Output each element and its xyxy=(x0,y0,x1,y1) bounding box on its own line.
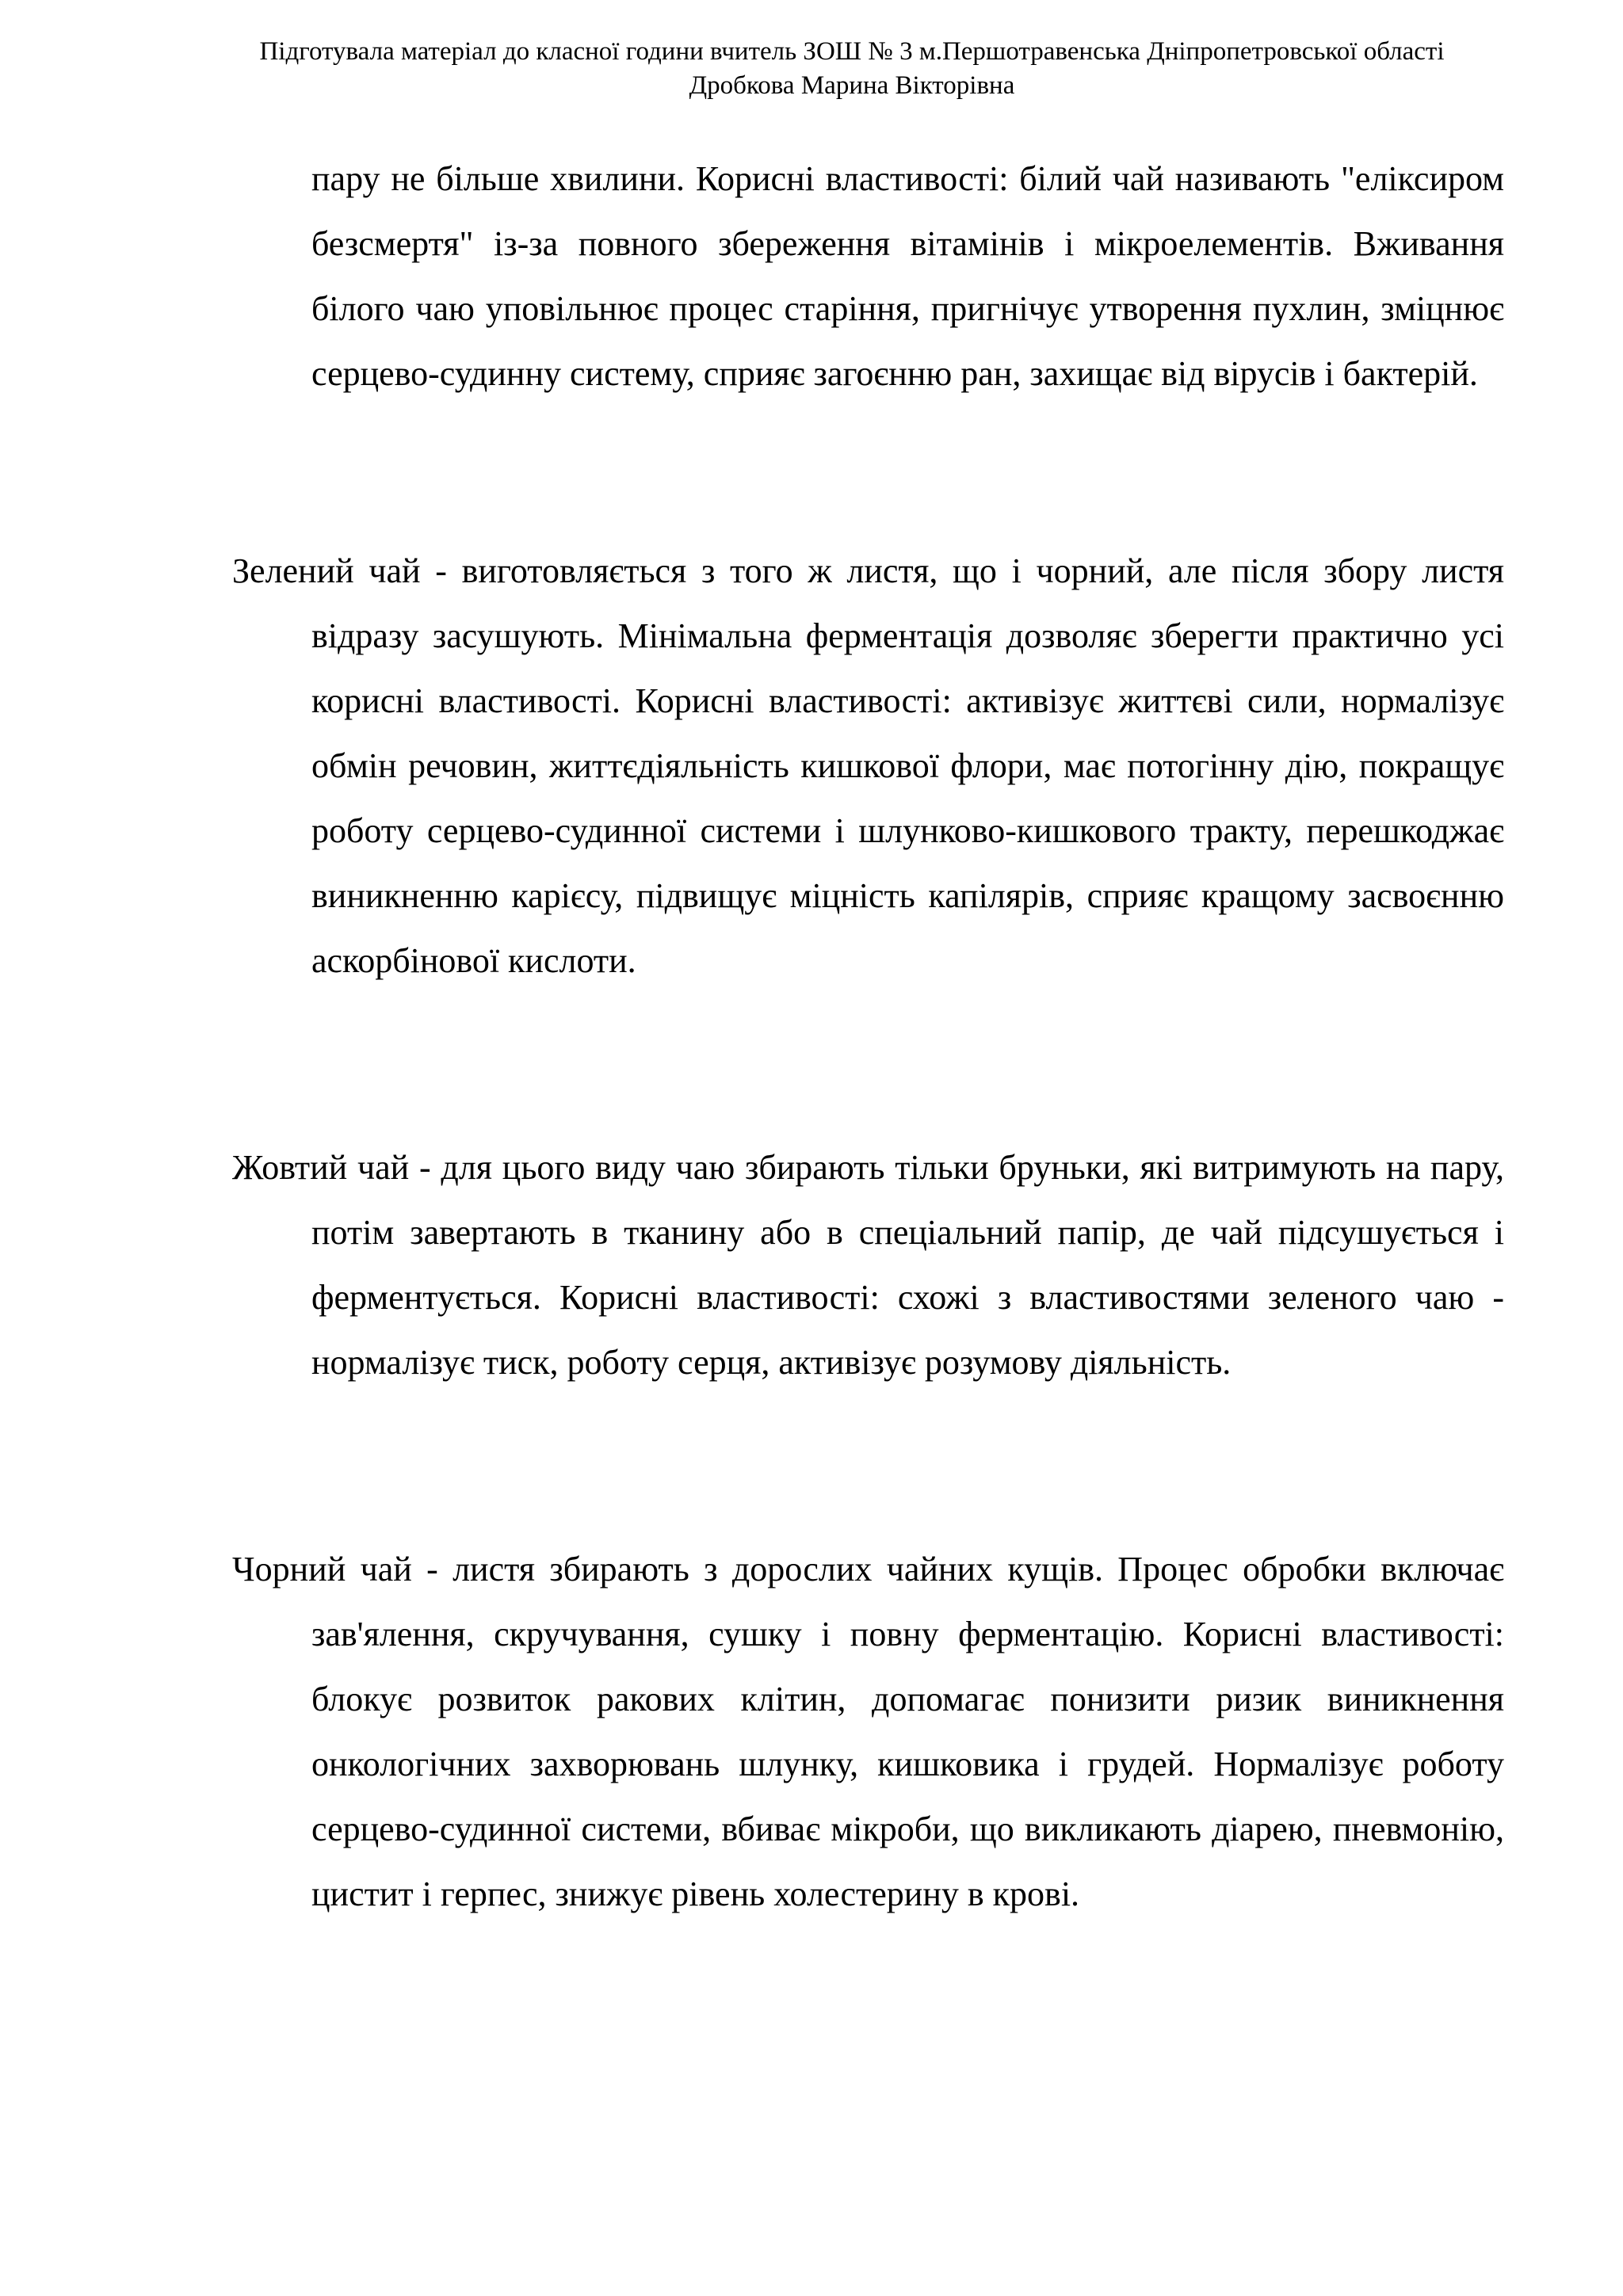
header-line-author-name: Дробкова Марина Вікторівна xyxy=(689,71,1015,100)
page-header xyxy=(198,35,1506,103)
paragraph-yellow-tea: Жовтий чай - для цього виду чаю збирають тільки бруньки, які витримують на пару, потім завертають в тканину або в спеціальний папір, де чай підсушується і ферментується. Корисні властивості: схожі з властивостями зеленого чаю - нормалізує тиск, роботу серця, активізує розумову діяльність. xyxy=(232,1148,1504,1382)
paragraph-green-tea: Зелений чай - виготовляється з того ж листя, що і чорний, але після збору листя відразу засушують. Мінімальна ферментація дозволяє зберегти практично усі корисні властивості. Корисні властивості: активізує життєві сили, нормалізує обмін речовин, життєдіяльність кишкової флори, має потогінну дію, покращує роботу серцево-судинної системи і шлунково-кишкового тракту, перешкоджає виникненню карієсу, підвищує міцність капілярів, сприяє кращому засвоєнню аскорбінової кислоти. xyxy=(232,551,1504,980)
paragraph-black-tea: Чорний чай - листя збирають з дорослих чайних кущів. Процес обробки включає зав'ялення, скручування, сушку і повну ферментацію. Корисні властивості: блокує розвиток ракових клітин, допомагає понизити ризик виникнення онкологічних захворювань шлунку, кишковика і грудей. Нормалізує роботу серцево-судинної системи, вбиває мікроби, що викликають діарею, пневмонію, цистит і герпес, знижує рівень холестерину в крові. xyxy=(232,1550,1504,1913)
paragraph-white-tea-continued: пару не більше хвилини. Корисні властивості: білий чай називають "еліксиром безсмертя" із-за повного збереження вітамінів і мікроелементів. Вживання білого чаю уповільнює процес старіння, пригнічує утворення пухлин, зміцнює серцево-судинну систему, сприяє загоєнню ран, захищає від вірусів і бактерій. xyxy=(311,159,1504,393)
header-line-author-info: Підготувала матеріал до класної години вчитель ЗОШ № 3 м.Першотравенська Дніпропетровської області xyxy=(259,37,1445,66)
